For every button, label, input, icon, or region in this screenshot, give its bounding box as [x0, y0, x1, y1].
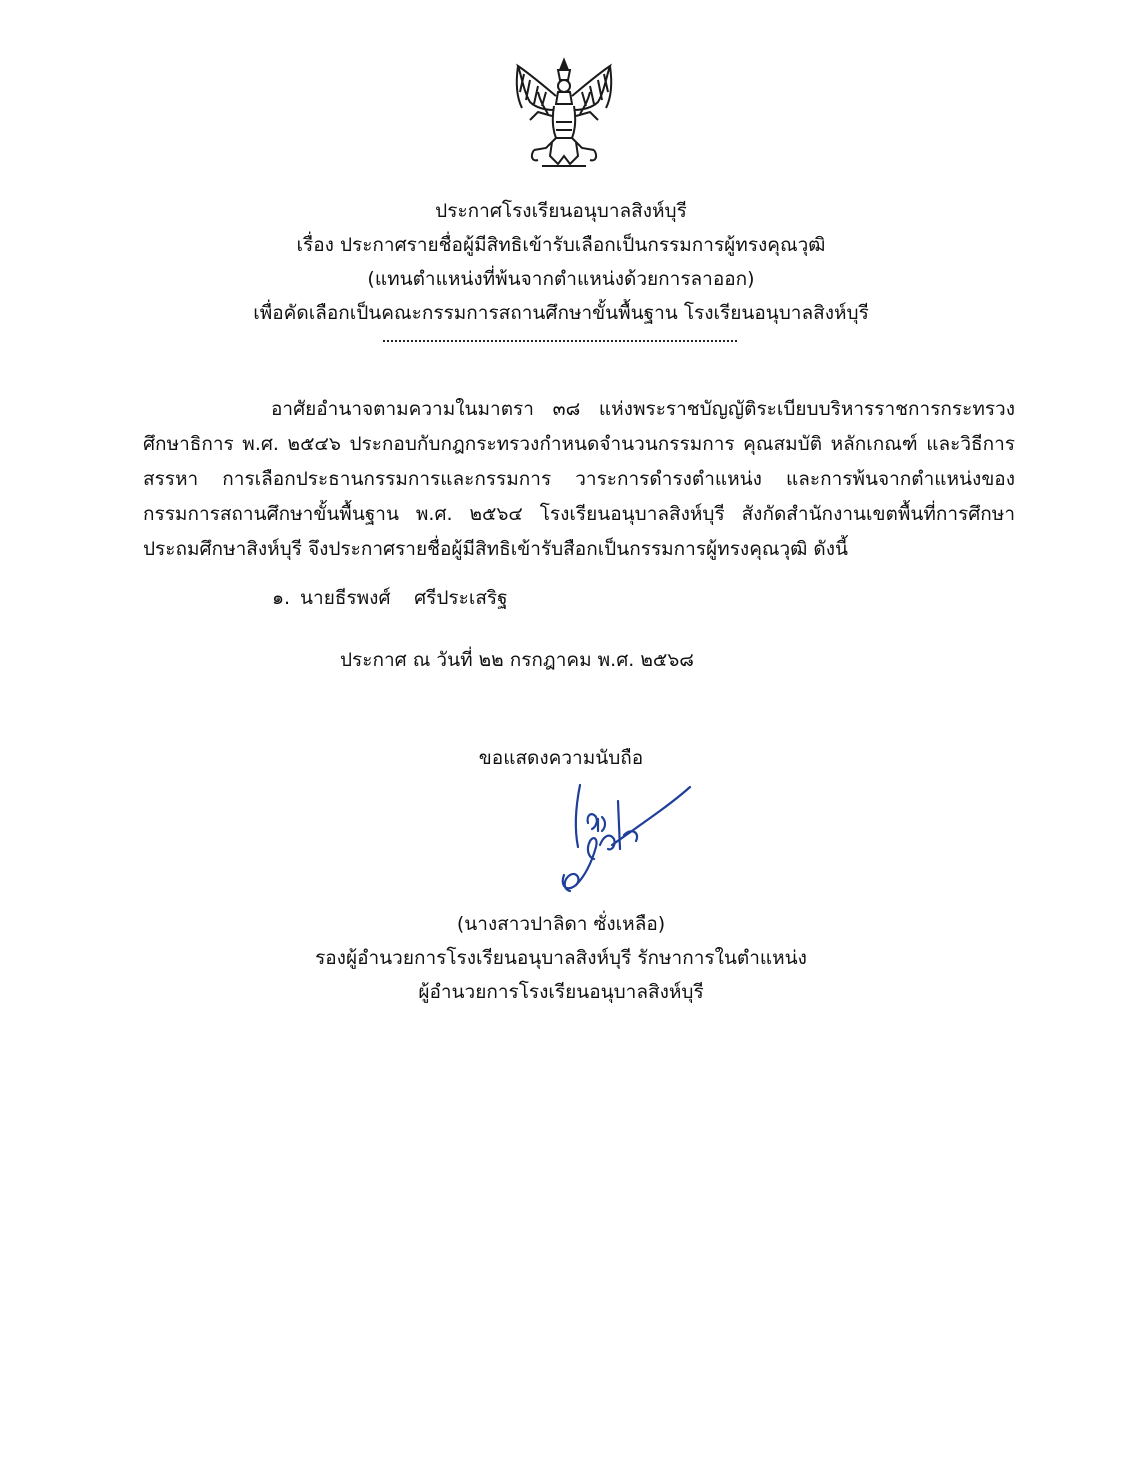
announcement-subject-purpose: เพื่อคัดเลือกเป็นคณะกรรมการสถานศึกษาขั้นพื้นฐาน โรงเรียนอนุบาลสิงห์บุรี [253, 302, 869, 324]
handwritten-signature [540, 775, 700, 905]
signatory-position-line2: ผู้อำนวยการโรงเรียนอนุบาลสิงห์บุรี [418, 981, 704, 1003]
candidate-last-name: ศรีประเสริฐ [414, 587, 508, 609]
announcement-title: ประกาศโรงเรียนอนุบาลสิงห์บุรี [435, 200, 687, 222]
body-paragraph [143, 392, 1015, 567]
garuda-emblem [508, 56, 620, 174]
announcement-date: ประกาศ ณ วันที่ ๒๒ กรกฎาคม พ.ศ. ๒๕๖๘ [340, 649, 694, 671]
announcement-subject: เรื่อง ประกาศรายชื่อผู้มีสิทธิเข้ารับเลือกเป็นกรรมการผู้ทรงคุณวุฒิ [296, 234, 826, 256]
candidate-first-name: นายธีรพงศ์ [300, 587, 391, 609]
announcement-subject-note: (แทนตำแหน่งที่พ้นจากตำแหน่งด้วยการลาออก) [367, 268, 755, 290]
candidate-number: ๑. [272, 587, 291, 609]
candidate-list-item [272, 582, 508, 614]
closing-phrase: ขอแสดงความนับถือ [478, 747, 644, 769]
body-paragraph-text: อาศัยอำนาจตามความในมาตรา ๓๘ แห่งพระราชบัญญัติระเบียบบริหารราชการกระทรวงศึกษาธิการ พ.ศ. ๒๕๔๖ ประกอบกับกฎกระทรวงกำหนดจำนวนกรรมการ คุณสมบัติ หลักเกณฑ์ และวิธีการสรรหา การเลือกประธานกรรมการและกรรมการ วาระการดำรงตำแหน่ง และการพ้นจากตำแหน่งของกรรมการสถานศึกษาขั้นพื้นฐาน พ.ศ. ๒๕๖๔ โรงเรียนอนุบาลสิงห์บุรี สังกัดสำนักงานเขตพื้นที่การศึกษาประถมศึกษาสิงห์บุรี จึงประกาศรายชื่อผู้มีสิทธิเข้ารับสือกเป็นกรรมการผู้ทรงคุณวุฒิ ดังนี้ [143, 398, 1015, 560]
dotted-divider [383, 340, 737, 342]
signatory-name: (นางสาวปาลิดา ซั่งเหลือ) [456, 913, 666, 935]
signatory-position-line1: รองผู้อำนวยการโรงเรียนอนุบาลสิงห์บุรี รักษาการในตำแหน่ง [315, 947, 807, 969]
